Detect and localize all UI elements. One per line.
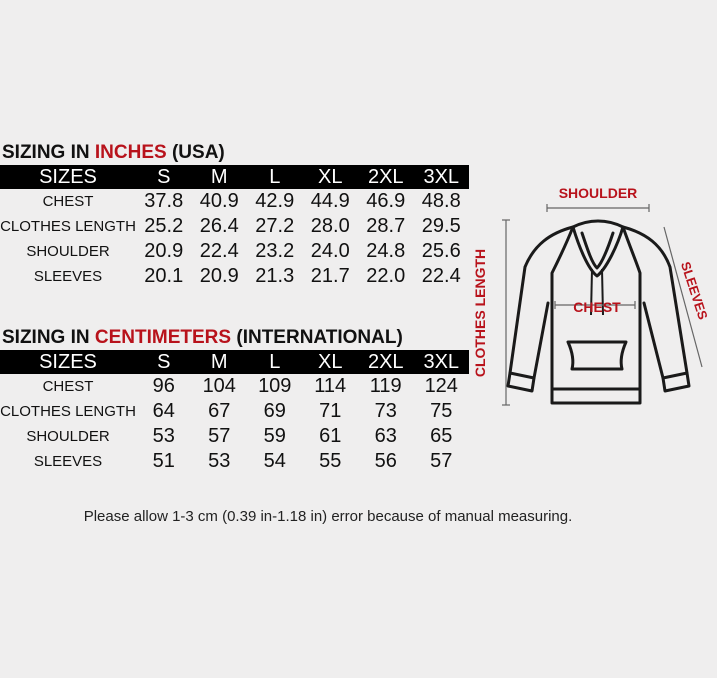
table-cell: 25.2 xyxy=(144,215,184,237)
table-cell: 44.9 xyxy=(310,190,350,212)
table-cell: 67 xyxy=(208,400,231,422)
table-cell: 124 xyxy=(424,375,458,397)
table-cell: 21.3 xyxy=(255,265,295,287)
header-cell: S xyxy=(136,350,192,374)
table-cell: 51 xyxy=(152,450,175,472)
table-cell: 37.8 xyxy=(144,190,184,212)
table-cell: 55 xyxy=(319,450,342,472)
header-cell: 2XL xyxy=(358,165,414,189)
centimeters-title xyxy=(0,326,470,350)
row-label: CLOTHES LENGTH xyxy=(0,218,136,235)
header-cell: S xyxy=(136,165,192,189)
table-row xyxy=(0,449,469,474)
table-cell: 69 xyxy=(263,400,286,422)
table-cell: 57 xyxy=(430,450,453,472)
table-cell: 54 xyxy=(263,450,286,472)
centimeters-title-suffix: (INTERNATIONAL) xyxy=(231,327,403,348)
table-row xyxy=(0,374,469,399)
kangaroo-pocket xyxy=(568,342,626,369)
table-row xyxy=(0,189,469,214)
header-cell: M xyxy=(192,165,248,189)
table-cell: 48.8 xyxy=(421,190,461,212)
table-cell: 57 xyxy=(208,425,231,447)
table-cell: 53 xyxy=(208,450,231,472)
table-cell: 119 xyxy=(369,375,402,397)
table-cell: 71 xyxy=(319,400,342,422)
row-label: SLEEVES xyxy=(33,453,103,470)
table-row xyxy=(0,264,469,289)
inches-section xyxy=(0,141,470,289)
table-cell: 26.4 xyxy=(199,215,239,237)
centimeters-title-prefix: SIZING IN xyxy=(2,327,95,348)
table-cell: 21.7 xyxy=(310,265,350,287)
table-cell: 22.4 xyxy=(421,265,461,287)
inches-title xyxy=(0,141,470,165)
table-cell: 28.7 xyxy=(366,215,406,237)
centimeters-section xyxy=(0,326,470,474)
table-row xyxy=(0,214,469,239)
table-cell: 65 xyxy=(430,425,453,447)
row-label: CHEST xyxy=(42,193,94,210)
header-cell: 3XL xyxy=(414,350,470,374)
inches-title-accent: INCHES xyxy=(94,142,167,163)
row-label: SLEEVES xyxy=(33,268,103,285)
table-cell: 20.1 xyxy=(144,265,184,287)
header-cell: XL xyxy=(303,350,359,374)
table-cell: 73 xyxy=(374,400,397,422)
table-cell: 24.8 xyxy=(366,240,406,262)
table-cell: 64 xyxy=(152,400,175,422)
hoodie-body xyxy=(552,227,640,403)
header-cell: L xyxy=(247,350,303,374)
centimeters-title-accent: CENTIMETERS xyxy=(94,327,232,348)
table-cell: 59 xyxy=(263,425,286,447)
shoulder-label: SHOULDER xyxy=(558,185,638,201)
table-cell: 24.0 xyxy=(310,240,350,262)
length-label: CLOTHES LENGTH xyxy=(472,248,488,378)
table-cell: 25.6 xyxy=(421,240,461,262)
table-cell: 28.0 xyxy=(310,215,350,237)
header-cell: L xyxy=(247,165,303,189)
row-label: SHOULDER xyxy=(26,243,110,260)
row-label: CLOTHES LENGTH xyxy=(0,403,136,420)
header-cell: M xyxy=(192,350,248,374)
table-row xyxy=(0,239,469,264)
hoodie-diagram xyxy=(470,175,715,415)
table-cell: 109 xyxy=(258,375,292,397)
measurement-note: Please allow 1-3 cm (0.39 in-1.18 in) error because of manual measuring. xyxy=(83,508,573,525)
table-cell: 114 xyxy=(314,375,347,397)
table-row xyxy=(0,424,469,449)
header-cell: 2XL xyxy=(358,350,414,374)
header-cell: SIZES xyxy=(0,350,136,374)
table-cell: 63 xyxy=(374,425,397,447)
row-label: SHOULDER xyxy=(26,428,110,445)
table-cell: 20.9 xyxy=(199,265,239,287)
table-header-row xyxy=(0,350,469,374)
header-cell: SIZES xyxy=(0,165,136,189)
table-cell: 23.2 xyxy=(255,240,295,262)
inches-title-suffix: (USA) xyxy=(166,142,225,163)
table-cell: 96 xyxy=(152,375,175,397)
table-cell: 22.4 xyxy=(199,240,239,262)
table-cell: 56 xyxy=(374,450,397,472)
table-cell: 46.9 xyxy=(366,190,406,212)
table-row xyxy=(0,399,469,424)
table-cell: 40.9 xyxy=(199,190,239,212)
table-cell: 29.5 xyxy=(421,215,461,237)
row-label: CHEST xyxy=(42,378,94,395)
header-cell: XL xyxy=(303,165,359,189)
inches-table xyxy=(0,165,469,289)
sleeves-label: SLEEVES xyxy=(677,259,711,322)
inches-title-prefix: SIZING IN xyxy=(2,142,95,163)
centimeters-table xyxy=(0,350,469,474)
chest-label: CHEST xyxy=(573,299,621,315)
table-header-row xyxy=(0,165,469,189)
table-cell: 42.9 xyxy=(255,190,295,212)
table-cell: 20.9 xyxy=(144,240,184,262)
table-cell: 61 xyxy=(319,425,342,447)
table-cell: 104 xyxy=(202,375,236,397)
table-cell: 53 xyxy=(152,425,175,447)
table-cell: 27.2 xyxy=(255,215,295,237)
table-cell: 22.0 xyxy=(366,265,406,287)
table-cell: 75 xyxy=(430,400,453,422)
header-cell: 3XL xyxy=(414,165,470,189)
